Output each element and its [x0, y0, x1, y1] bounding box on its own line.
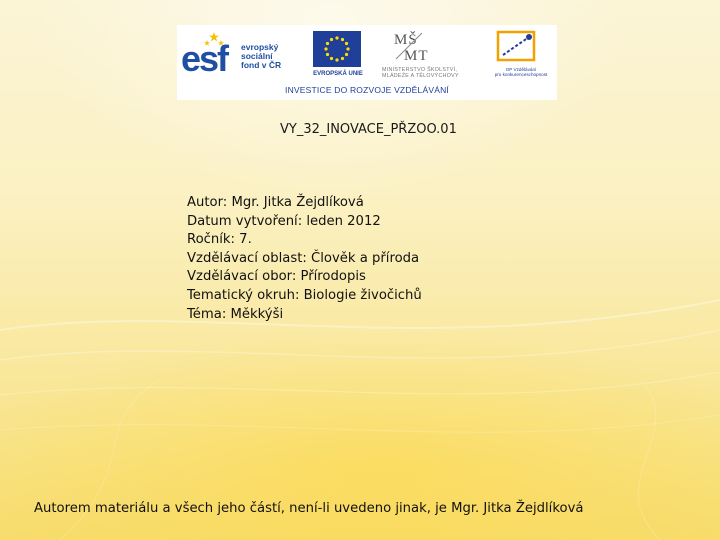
esf-text-line: sociální — [241, 51, 273, 61]
esf-text-line: fond v ČR — [241, 60, 282, 70]
op-mark-icon — [495, 29, 539, 63]
meta-theme: Téma: Měkkýši — [187, 306, 284, 322]
msmt-caption-line: MLÁDEŽE A TĚLOVÝCHOVY — [382, 73, 459, 79]
metadata-list — [187, 194, 422, 324]
msmt-mark-icon — [392, 29, 442, 63]
meta-area: Vzdělávací oblast: Člověk a příroda — [187, 250, 420, 266]
msmt-caption — [382, 67, 478, 79]
authorship-note: Autorem materiálu a všech jeho částí, není-li uvedeno jinak, je Mgr. Jitka Žejdlíková — [34, 501, 584, 516]
esf-letters: esf — [181, 38, 228, 79]
msmt-letters-top: MŠ — [394, 32, 418, 48]
eu-logo — [307, 31, 369, 81]
meta-author: Autor: Mgr. Jitka Žejdlíková — [187, 195, 364, 210]
banner-footer: INVESTICE DO ROZVOJE VZDĚLÁVÁNÍ — [285, 85, 449, 95]
msmt-caption-line: MINISTERSTVO ŠKOLSTVÍ, — [382, 67, 458, 73]
meta-grade: Ročník: 7. — [187, 232, 252, 248]
esf-text-line: evropský — [241, 42, 279, 52]
op-logo — [489, 29, 551, 81]
op-caption — [489, 67, 553, 77]
eu-caption: EVROPSKÁ UNIE — [313, 71, 363, 77]
esf-text — [241, 43, 281, 70]
op-caption-line: OP Vzdělávání — [505, 67, 537, 72]
meta-date: Datum vytvoření: leden 2012 — [187, 213, 381, 229]
logo-banner — [177, 25, 557, 100]
op-caption-line: pro konkurenceschopnost — [494, 72, 548, 77]
document-code: VY_32_INOVACE_PŘZOO.01 — [280, 122, 457, 137]
meta-topic: Tematický okruh: Biologie živočichů — [187, 287, 422, 303]
msmt-letters-bottom: MT — [404, 48, 429, 63]
esf-logo — [181, 31, 301, 79]
msmt-logo — [382, 29, 472, 81]
eu-flag-icon — [313, 31, 361, 67]
meta-subject: Vzdělávací obor: Přírodopis — [187, 269, 366, 285]
